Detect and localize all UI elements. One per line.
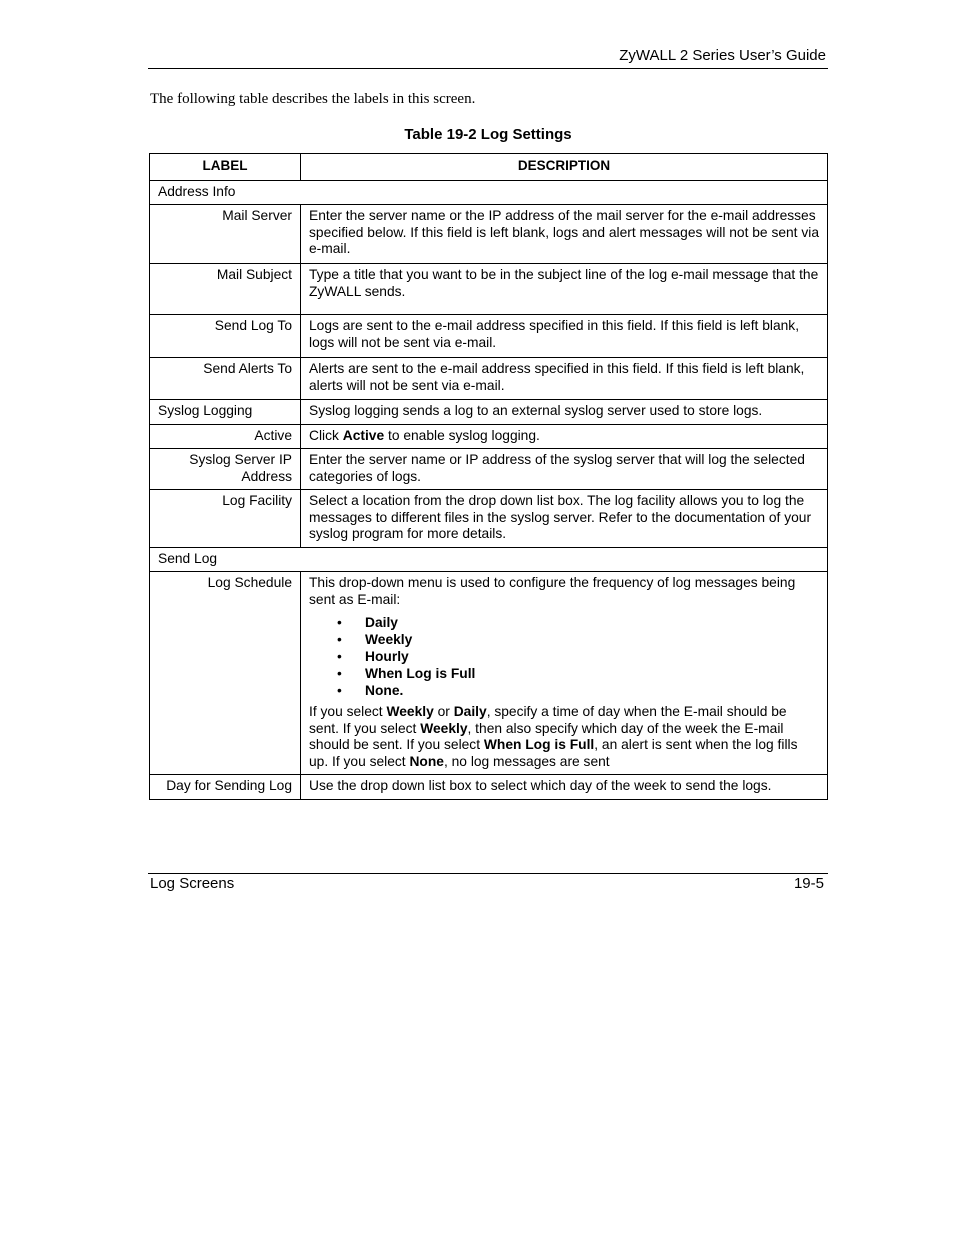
page-header-title: ZyWALL 2 Series User’s Guide (619, 47, 826, 64)
list-item: • Daily (365, 614, 819, 631)
table-row (150, 205, 828, 264)
desc-bold-term: Active (342, 427, 385, 443)
row-description: Syslog logging sends a log to an external syslog server used to store logs. (301, 400, 828, 425)
row-label: Day for Sending Log (150, 775, 301, 800)
label-line: Syslog Server IP (189, 452, 292, 467)
intro-text: The following table describes the labels in this screen. (150, 91, 476, 107)
section-row-address-info (150, 180, 828, 205)
note-text: , no log messages are sent (443, 753, 610, 769)
label-column-header: LABEL (150, 154, 301, 181)
section-row-send-log (150, 547, 828, 572)
note-bold-term: Weekly (386, 704, 434, 719)
table-row (150, 400, 828, 425)
section-label: Send Log (150, 547, 828, 572)
note-bold-term: Weekly (420, 720, 468, 736)
row-label: Send Alerts To (150, 358, 301, 400)
table-row (150, 775, 828, 800)
note-text: If you select (309, 704, 387, 719)
list-item: • Weekly (365, 631, 819, 648)
desc-intro: This drop-down menu is used to configure the frequency of log messages being sent as E-mail: (309, 575, 796, 607)
table-row (150, 572, 828, 775)
page-number: 19-5 (793, 875, 824, 892)
row-label: Syslog Logging (150, 400, 301, 425)
note-text: or (433, 704, 454, 719)
row-label: Active (150, 424, 301, 449)
footer-divider (148, 873, 828, 874)
section-label: Address Info (150, 180, 828, 205)
table-caption: Table 19-2 Log Settings (404, 126, 572, 143)
note-bold-term: When Log is Full (483, 737, 595, 752)
row-description (301, 424, 828, 449)
list-item: • When Log is Full (365, 665, 819, 682)
note-bold-term: None (409, 753, 444, 769)
row-description (301, 572, 828, 775)
row-label: Mail Server (150, 205, 301, 264)
table-row (150, 449, 828, 490)
note-text: , an alert is sent when the log fills up. If you select (309, 737, 798, 769)
row-label: Log Schedule (150, 572, 301, 775)
description-column-header: DESCRIPTION (301, 154, 828, 181)
row-label: Send Log To (150, 315, 301, 358)
note-text: , then also specify which day of the week the E-mail should be sent. If you select (309, 720, 784, 752)
table-row (150, 424, 828, 449)
footer-section-title: Log Screens (150, 875, 235, 892)
row-description: Enter the server name or the IP address of the mail server for the e-mail addresses specified below. If this field is left blank, logs and alert messages will not be sent via e-mail. (301, 205, 828, 264)
note-text: , specify a time of day when the E-mail should be sent. If you select (309, 704, 787, 736)
row-description: Alerts are sent to the e-mail address specified in this field. If this field is left blank, alerts will not be sent via e-mail. (301, 358, 828, 400)
row-label: Log Facility (150, 490, 301, 548)
header-divider (148, 68, 828, 69)
desc-note (309, 704, 819, 770)
desc-text: Click (309, 427, 343, 443)
row-description: Select a location from the drop down list box. The log facility allows you to log the messages to different files in the syslog server. Refer to the documentation of your syslog program for more details. (301, 490, 828, 548)
table-row (150, 490, 828, 548)
row-description: Logs are sent to the e-mail address specified in this field. If this field is left blank, logs will not be sent via e-mail. (301, 315, 828, 358)
log-settings-table (149, 153, 828, 800)
note-bold-term: Daily (453, 704, 487, 719)
list-item: • Hourly (365, 648, 819, 665)
label-line: Address (241, 468, 292, 484)
row-description: Enter the server name or IP address of the syslog server that will log the selected categories of logs. (301, 449, 828, 490)
schedule-options-list (309, 614, 819, 699)
row-label: Mail Subject (150, 264, 301, 315)
desc-text: to enable syslog logging. (384, 427, 540, 443)
table-row (150, 358, 828, 400)
table-header-row (150, 154, 828, 181)
row-label (150, 449, 301, 490)
row-description: Type a title that you want to be in the subject line of the log e-mail message that the ZyWALL sends. (301, 264, 828, 315)
row-description: Use the drop down list box to select which day of the week to send the logs. (301, 775, 828, 800)
table-row (150, 264, 828, 315)
table-row (150, 315, 828, 358)
list-item: • None. (365, 682, 819, 699)
